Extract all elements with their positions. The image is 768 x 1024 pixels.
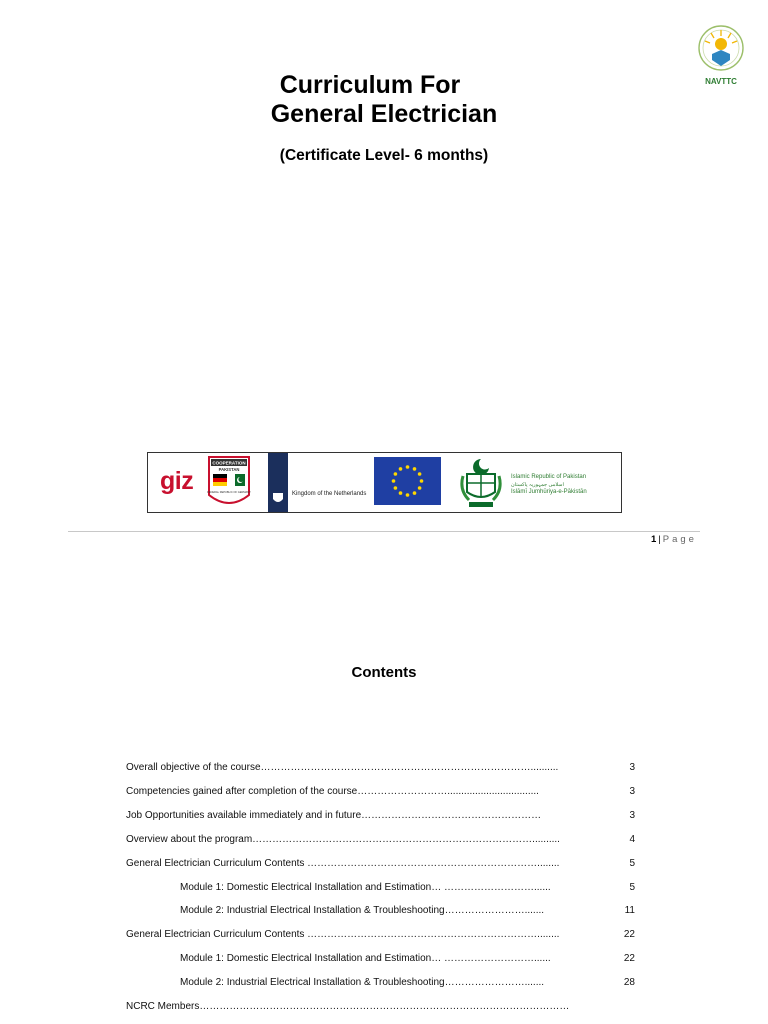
pakistan-label-urdu: اسلامی جمہوریہ پاکستان [511, 482, 564, 488]
toc-entry-title: Overall objective of the course……………………………………………………………………….......... [126, 762, 559, 773]
toc-entry[interactable] [126, 929, 635, 940]
toc-entry[interactable] [180, 882, 635, 893]
navttc-logo-text: NAVTTC [705, 77, 737, 86]
netherlands-label: Kingdom of the Netherlands [292, 491, 367, 497]
svg-text:FEDERAL REPUBLIC OF GERMANY: FEDERAL REPUBLIC OF GERMANY [207, 491, 251, 494]
cover-subtitle: (Certificate Level- 6 months) [279, 147, 489, 164]
cover-title-line1: Curriculum For [279, 71, 461, 99]
toc-entry[interactable] [126, 810, 635, 821]
page-label: Page [662, 534, 697, 545]
toc-entry[interactable] [180, 905, 635, 916]
toc-entry-title: Module 2: Industrial Electrical Installation & Troubleshooting……………………....... [180, 977, 545, 989]
toc-entry-title: Overview about the program………………………………………………………………………….......... [126, 833, 560, 845]
toc-entry-title: NCRC Members………………………………………………………………………………………………… [126, 1001, 570, 1012]
pakistan-label-transliteration: Islāmī Jumhūriya-e-Pākistān [511, 489, 587, 495]
toc-entry-page: 5 [629, 881, 635, 893]
svg-text:COOPERATION: COOPERATION [212, 460, 246, 466]
svg-text:PAKISTAN: PAKISTAN [218, 467, 240, 472]
footer-divider [68, 531, 700, 532]
toc-entry[interactable] [180, 953, 635, 964]
toc-entry-title: Module 1: Domestic Electrical Installation and Estimation… ………………………...... [180, 881, 551, 893]
toc-entry-title: General Electrician Curriculum Contents ……………………………………………………………........ [126, 929, 560, 941]
toc-entry-page: 4 [629, 833, 635, 845]
toc-entry-page: 3 [629, 785, 635, 797]
toc-entry-title: Competencies gained after completion of the course………………………................................. [126, 785, 539, 797]
toc-entry[interactable] [126, 858, 635, 869]
page-number: 1 [651, 534, 657, 545]
pakistan-emblem-icon [459, 456, 503, 510]
toc-entry[interactable] [126, 834, 635, 845]
toc-entry-page: 22 [623, 929, 635, 941]
toc-entry[interactable] [126, 1001, 635, 1012]
cover-title-line2: General Electrician [270, 100, 498, 128]
toc-entry-page: 28 [623, 977, 635, 989]
toc-entry-title: Module 1: Domestic Electrical Installation and Estimation… ………………………...... [180, 953, 551, 965]
toc-entry[interactable] [180, 977, 635, 988]
eu-flag-icon [374, 457, 441, 505]
toc-entry-page: 3 [629, 809, 635, 821]
giz-logo: giz [160, 467, 194, 495]
page-separator: | [658, 534, 661, 545]
cooperation-pakistan-badge-icon [206, 455, 252, 510]
toc-entry-page: 11 [624, 905, 635, 917]
toc-entry-page: 5 [629, 857, 635, 869]
toc-entry-title: Module 2: Industrial Electrical Installation & Troubleshooting……………………....... [180, 905, 545, 917]
netherlands-crest-icon [272, 491, 284, 505]
toc-entry-title: General Electrician Curriculum Contents ……………………………………………………………........ [126, 857, 560, 869]
toc-entry-page: 22 [623, 953, 635, 965]
toc-entry[interactable] [126, 786, 635, 797]
toc-entry-page: 3 [629, 762, 635, 773]
page-footer [651, 534, 697, 545]
contents-title: Contents [351, 664, 417, 681]
toc-entry[interactable] [126, 762, 635, 773]
toc-entry-title: Job Opportunities available immediately and in future……………………………………………… [126, 809, 542, 821]
pakistan-label-english: Islamic Republic of Pakistan [511, 474, 587, 480]
partner-logos-strip [147, 452, 622, 513]
